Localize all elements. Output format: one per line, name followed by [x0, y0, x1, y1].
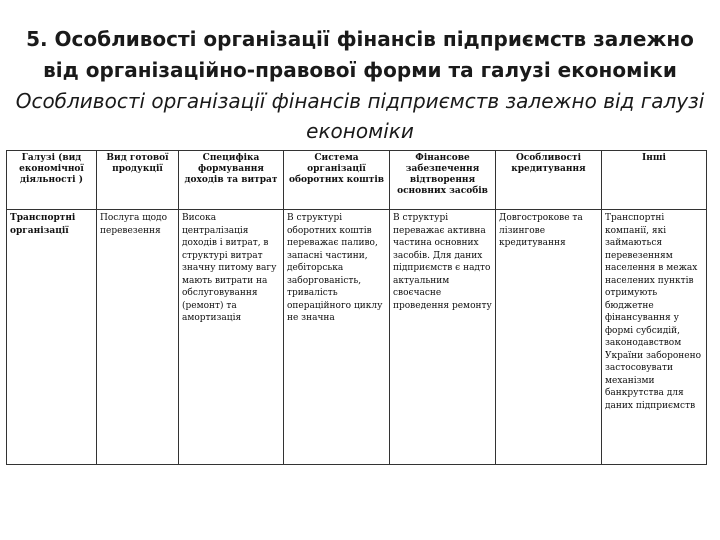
header-cell: Інші — [602, 151, 707, 210]
table-cell: В структурі переважає активна частина основних засобів. Для даних підприємств є надто актуальним своєчасне проведення ремонту — [390, 210, 496, 465]
header-cell: Галузі (вид економічної діяльності ) — [7, 151, 97, 210]
slide-subtitle: Особливості організації фінансів підприємств залежно від галузі економіки — [15, 89, 705, 143]
header-cell: Система організації оборотних коштів — [284, 151, 390, 210]
table-cell: Транспортні компанії, які займаються перевезенням населення в межах населених пунктів отримують бюджетне фінансування у формі субсидій, законодавством України заборонено застосовувати механізми банкрутства для даних підприємств — [602, 210, 707, 465]
table-cell: В структурі оборотних коштів переважає паливо, запасні частини, дебіторська заборгованість, тривалість операційного циклу не значна — [284, 210, 390, 465]
table-cell: Транспортні організації — [7, 210, 97, 465]
table-cell: Послуга щодо перевезення — [97, 210, 179, 465]
table-header-row — [7, 151, 707, 210]
table-row — [7, 210, 707, 465]
header-cell: Особливості кредитування — [496, 151, 602, 210]
data-table — [6, 150, 707, 465]
header-cell: Вид готової продукції — [97, 151, 179, 210]
header-cell: Специфіка формування доходів та витрат — [179, 151, 284, 210]
slide-title: 5. Особливості організації фінансів підприємств залежно від організаційно-правової форми та галузі економіки — [26, 27, 694, 82]
table-cell: Висока централізація доходів і витрат, в структурі витрат значну питому вагу мають витрати на обслуговування (ремонт) та амортизація — [179, 210, 284, 465]
table-cell: Довгострокове та лізингове кредитування — [496, 210, 602, 465]
header-cell: Фінансове забезпечення відтворення основних засобів — [390, 151, 496, 210]
